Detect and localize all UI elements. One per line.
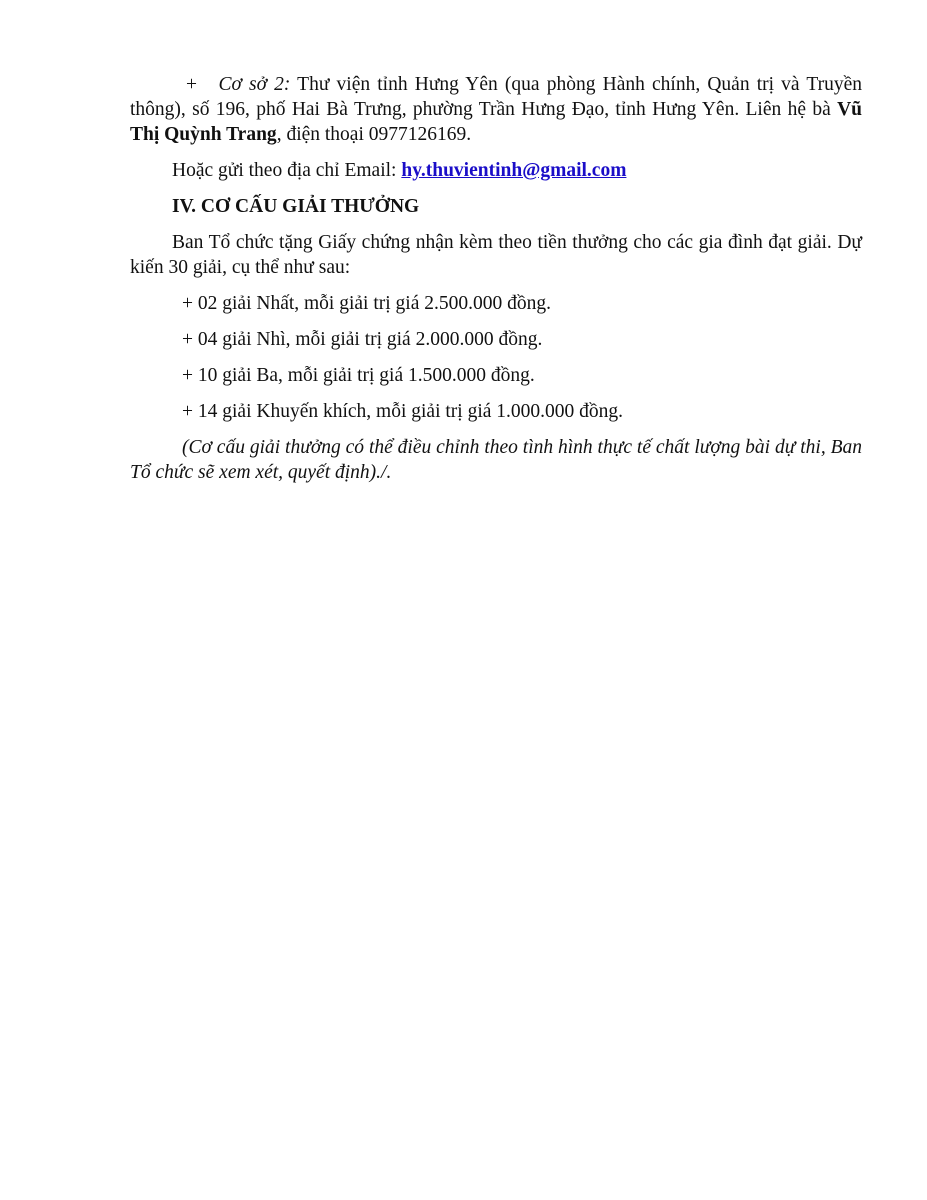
co-so-2-paragraph [130, 72, 862, 147]
prize-item-first: + 02 giải Nhất, mỗi giải trị giá 2.500.000 đồng. [182, 293, 551, 314]
co-so-2-label: Cơ sở 2: [218, 74, 291, 95]
document-content [130, 72, 862, 485]
contact-name: Vũ Thị Quỳnh Trang [130, 99, 862, 145]
co-so-2-text-1: Thư viện tỉnh Hưng Yên (qua phòng Hành chính, Quản trị và Truyền thông), số 196, phố Hai Bà Trưng, phường Trần Hưng Đạo, tỉnh Hưng Yên. Liên hệ bà [130, 74, 863, 120]
section-iv-heading: IV. CƠ CẤU GIẢI THƯỞNG [172, 196, 420, 217]
email-paragraph [130, 158, 862, 183]
prize-item-second: + 04 giải Nhì, mỗi giải trị giá 2.000.000 đồng. [182, 329, 543, 350]
bullet-plus: + [186, 74, 197, 95]
prize-structure-note: (Cơ cấu giải thưởng có thể điều chỉnh theo tình hình thực tế chất lượng bài dự thi, Ban Tổ chức sẽ xem xét, quyết định)./. [130, 437, 862, 483]
email-link[interactable]: hy.thuvientinh@gmail.com [401, 160, 627, 181]
prize-item-encouragement: + 14 giải Khuyến khích, mỗi giải trị giá 1.000.000 đồng. [182, 401, 624, 422]
section-iv-intro: Ban Tổ chức tặng Giấy chứng nhận kèm theo tiền thưởng cho các gia đình đạt giải. Dự kiến 30 giải, cụ thể như sau: [130, 232, 862, 278]
email-prefix: Hoặc gửi theo địa chỉ Email: [172, 160, 402, 181]
co-so-2-text-2: , điện thoại 0977126169. [276, 124, 472, 145]
prize-item-third: + 10 giải Ba, mỗi giải trị giá 1.500.000 đồng. [182, 365, 535, 386]
